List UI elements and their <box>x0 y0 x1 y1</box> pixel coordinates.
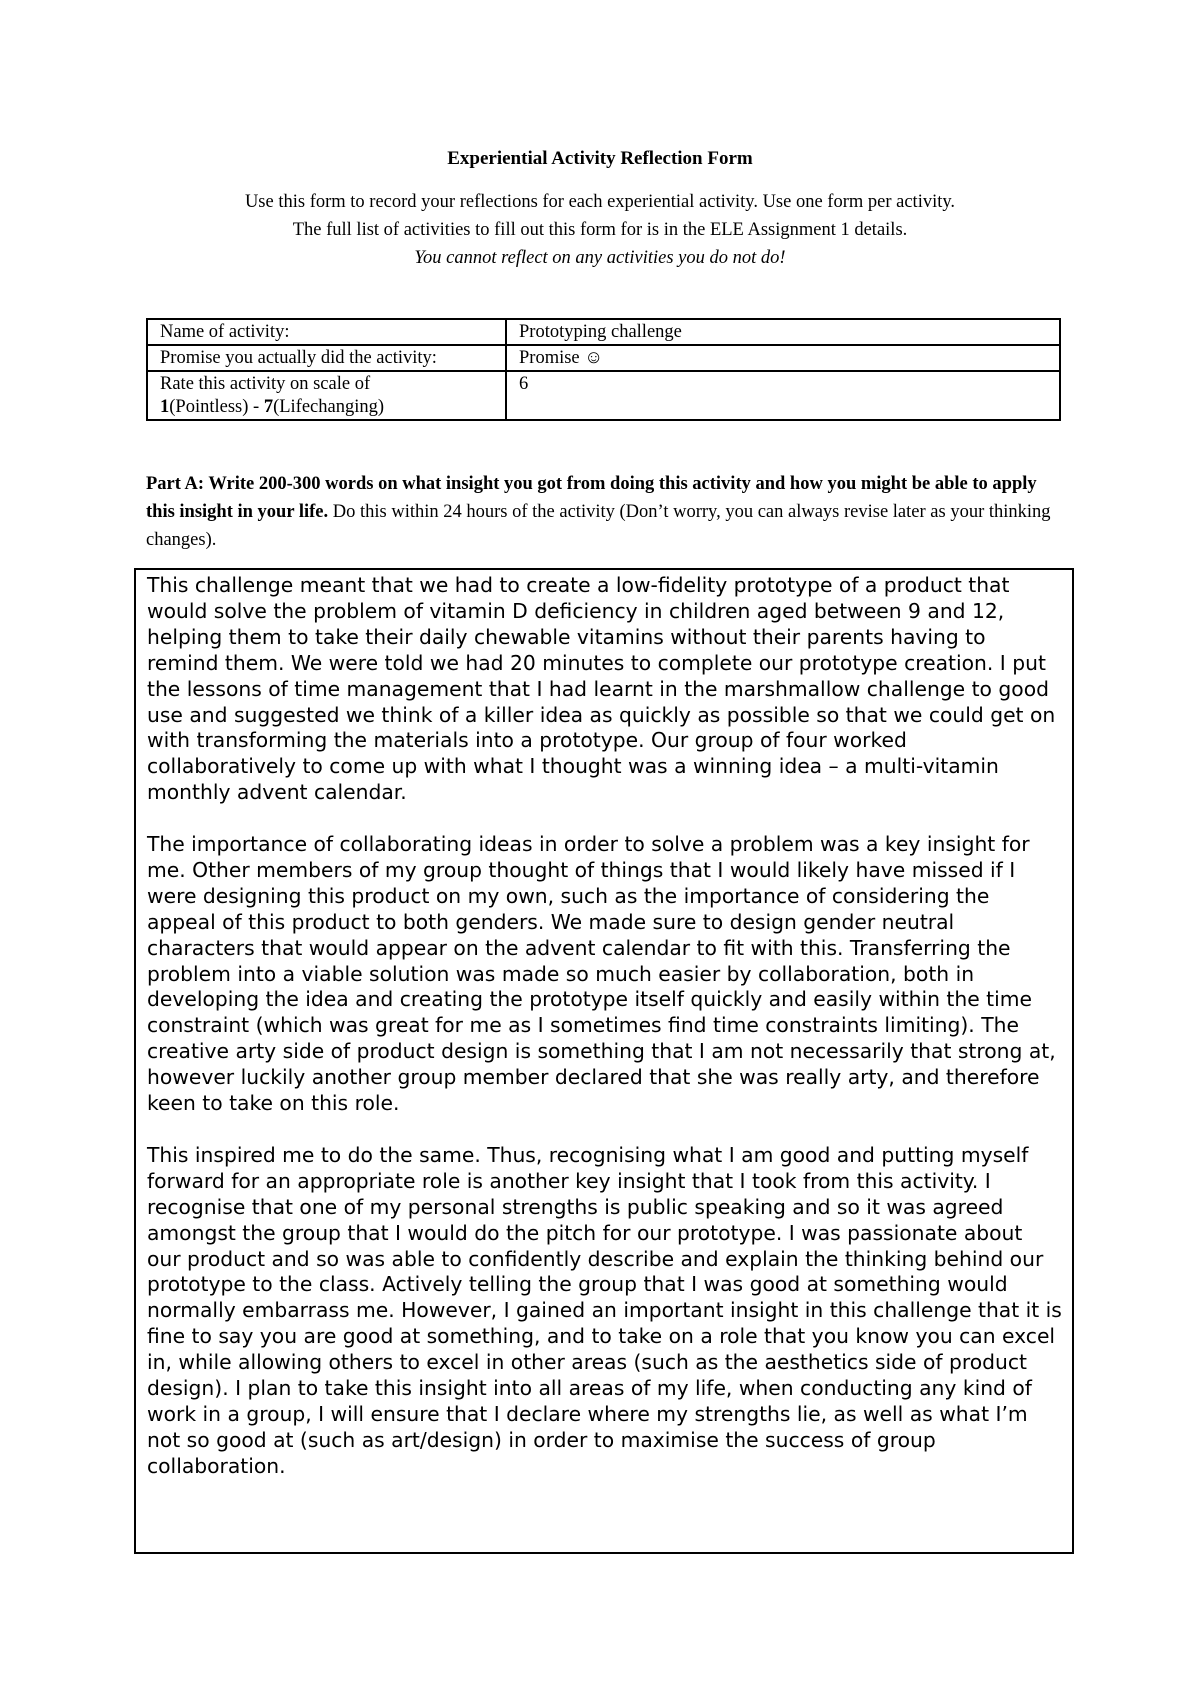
rating-max-text: (Lifechanging) <box>273 397 385 417</box>
part-a-instruction: Do this within 24 hours of the activity (Don’t worry, you can always revise later as your thinking changes). <box>146 502 1051 550</box>
page-title: Experiential Activity Reflection Form <box>447 148 753 169</box>
rating-min-text: (Pointless) - <box>169 397 264 417</box>
activity-promise-label: Promise you actually did the activity: <box>147 345 506 371</box>
activity-rating-label <box>147 371 506 420</box>
reflection-text-box[interactable] <box>134 568 1074 1554</box>
intro-line-1: Use this form to record your reflections for each experiential activity. Use one form per activity. <box>244 192 956 212</box>
activity-details-table <box>146 318 1061 421</box>
activity-name-row <box>147 319 1060 345</box>
intro-warning: You cannot reflect on any activities you do not do! <box>414 248 786 268</box>
activity-promise-value: Promise ☺ <box>506 345 1060 371</box>
activity-rating-row <box>147 371 1060 420</box>
activity-name-value: Prototyping challenge <box>506 319 1060 345</box>
reflection-paragraph-2: The importance of collaborating ideas in order to solve a problem was a key insight for me. Other members of my group thought of things that I would likely have missed if I were designing this product on my own, such as the importance of considering the appeal of this product to both genders. We made sure to design gender neutral characters that would appear on the advent calendar to fit with this. Transferring the problem into a viable solution was made so much easier by collaboration, both in developing the idea and creating the prototype itself quickly and easily within the time constraint (which was great for me as I sometimes find time constraints limiting). The creative arty side of product design is something that I am not necessarily that strong at, however luckily another group member declared that she was really arty, and therefore keen to take on this role. <box>147 832 1056 1116</box>
part-a-prompt <box>146 470 1061 554</box>
rating-min-number: 1 <box>160 397 170 417</box>
activity-name-label: Name of activity: <box>147 319 506 345</box>
part-a-bold-prompt: Part A: Write 200-300 words on what insight you got from doing this activity and how you might be able to apply this insight in your life. <box>146 474 1037 522</box>
activity-rating-value: 6 <box>506 371 1060 420</box>
reflection-paragraph-3: This inspired me to do the same. Thus, recognising what I am good and putting myself forward for an appropriate role is another key insight that I took from this activity. I recognise that one of my personal strengths is public speaking and so it was agreed amongst the group that I would do the pitch for our prototype. I was passionate about our product and so was able to confidently describe and explain the thinking behind our prototype to the class. Actively telling the group that I was good at something would normally embarrass me. However, I gained an important insight in this challenge that it is fine to say you are good at something, and to take on a role that you know you can excel in, while allowing others to excel in other areas (such as the aesthetics side of product design). I plan to take this insight into all areas of my life, when conducting any kind of work in a group, I will ensure that I declare where my strengths lie, as well as what I’m not so good at (such as art/design) in order to maximise the success of group collaboration. <box>147 1142 1062 1478</box>
rating-max-number: 7 <box>263 397 274 417</box>
intro-line-2: The full list of activities to fill out this form for is in the ELE Assignment 1 details. <box>292 220 908 240</box>
reflection-paragraph-1: This challenge meant that we had to create a low-fidelity prototype of a product that would solve the problem of vitamin D deficiency in children aged between 9 and 12, helping them to take their daily chewable vitamins without their parents having to remind them. We were told we had 20 minutes to complete our prototype creation. I put the lessons of time management that I had learnt in the marshmallow challenge to good use and suggested we think of a killer idea as quickly as possible so that we could get on with transforming the materials into a prototype. Our group of four worked collaboratively to come up with what I thought was a winning idea – a multi-vitamin monthly advent calendar. <box>147 573 1056 805</box>
rating-scale-intro: Rate this activity on scale of <box>160 374 371 394</box>
activity-promise-row <box>147 345 1060 371</box>
